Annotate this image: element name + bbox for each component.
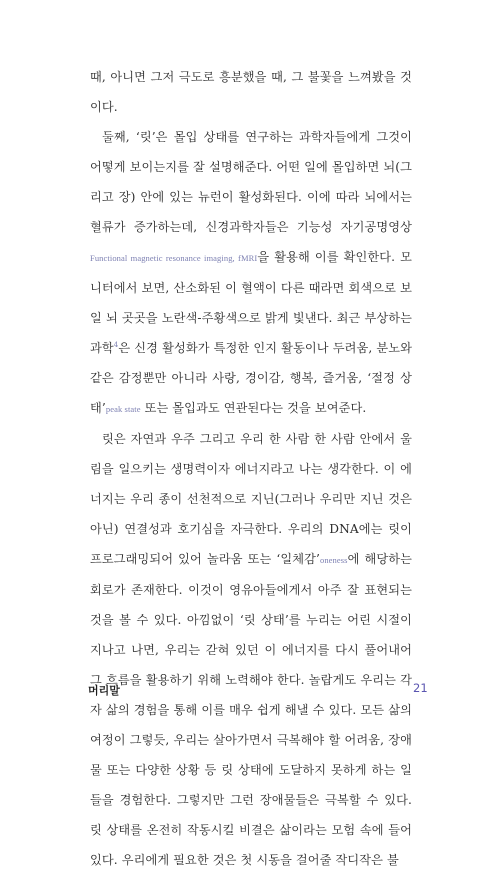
inline-annotation: Functional magnetic resonance imaging, fMRI: [90, 253, 258, 263]
paragraph-third: [90, 424, 412, 875]
text-run: 을 활용해 이를 확인한다. 모니터에서 보면, 산소화된 이 혈액이 다른 때라면 회색으로 보일 뇌 곳곳을 노란색-주황색으로 밝게 빛낸다. 최근 부상하는 과학: [90, 250, 412, 355]
paragraph-second: [90, 122, 412, 424]
body-text: [90, 62, 412, 875]
text-run: 또는 몰입과도 연관된다는 것을 보여준다.: [140, 401, 367, 415]
inline-annotation: oneness: [319, 555, 348, 565]
page-number: 21: [413, 681, 428, 695]
endnote-marker: 4: [113, 341, 119, 349]
text-run: 은 신경 활성화가 특정한 인지 활동이나 두려움, 분노와 같은 감정뿐만 아니라 사랑, 경이감, 행복, 즐거움, ‘절정 상태’: [90, 341, 412, 415]
paragraph-continued: [90, 62, 412, 122]
running-head: 머리말: [88, 684, 120, 697]
text-run: 릿은 자연과 우주 그리고 우리 한 사람 한 사람 안에서 울림을 일으키는 생명력이자 에너지라고 나는 생각한다. 이 에너지는 우리 종이 선천적으로 지닌(그러나 우리만 지닌 것은 아닌) 연결성과 호기심을 자극한다. 우리의 DNA에는 릿이 프로그래밍되어 있어 놀라움 또는 ‘일체감’: [90, 432, 412, 566]
inline-annotation: peak state: [105, 404, 141, 414]
text-run: 둘째, ‘릿’은 몰입 상태를 연구하는 과학자들에게 그것이 어떻게 보이는지를 잘 설명해준다. 어떤 일에 몰입하면 뇌(그리고 장) 안에 있는 뉴런이 활성화된다. 이에 따라 뇌에서는 혈류가 증가하는데, 신경과학자들은 기능성 자기공명영상: [90, 130, 412, 234]
text-run: 때, 아니면 그저 극도로 흥분했을 때, 그 불꽃을 느껴봤을 것이다.: [90, 70, 412, 114]
text-run: 에 해당하는 회로가 존재한다. 이것이 영유아들에게서 아주 잘 표현되는 것을 볼 수 있다. 아낌없이 ‘릿 상태’를 누리는 어린 시절이 지나고 나면, 우리는 갇혀 있던 이 에너지를 다시 풀어내어 그 흐름을 활용하기 위해 노력해야 한다. 놀랍게도 우리는 각자 삶의 경험을 통해 이를 매우 쉽게 해낼 수 있다. 모든 삶의 여정이 그렇듯, 우리는 살아가면서 극복해야 할 어려움, 장애물 또는 다양한 상황 등 릿 상태에 도달하지 못하게 하는 일들을 경험한다. 그렇지만 그런 장애물들은 극복할 수 있다. 릿 상태를 온전히 작동시킬 비결은 삶이라는 모험 속에 들어 있다. 우리에게 필요한 것은 첫 시동을 걸어줄 작디작은 불: [90, 552, 413, 867]
